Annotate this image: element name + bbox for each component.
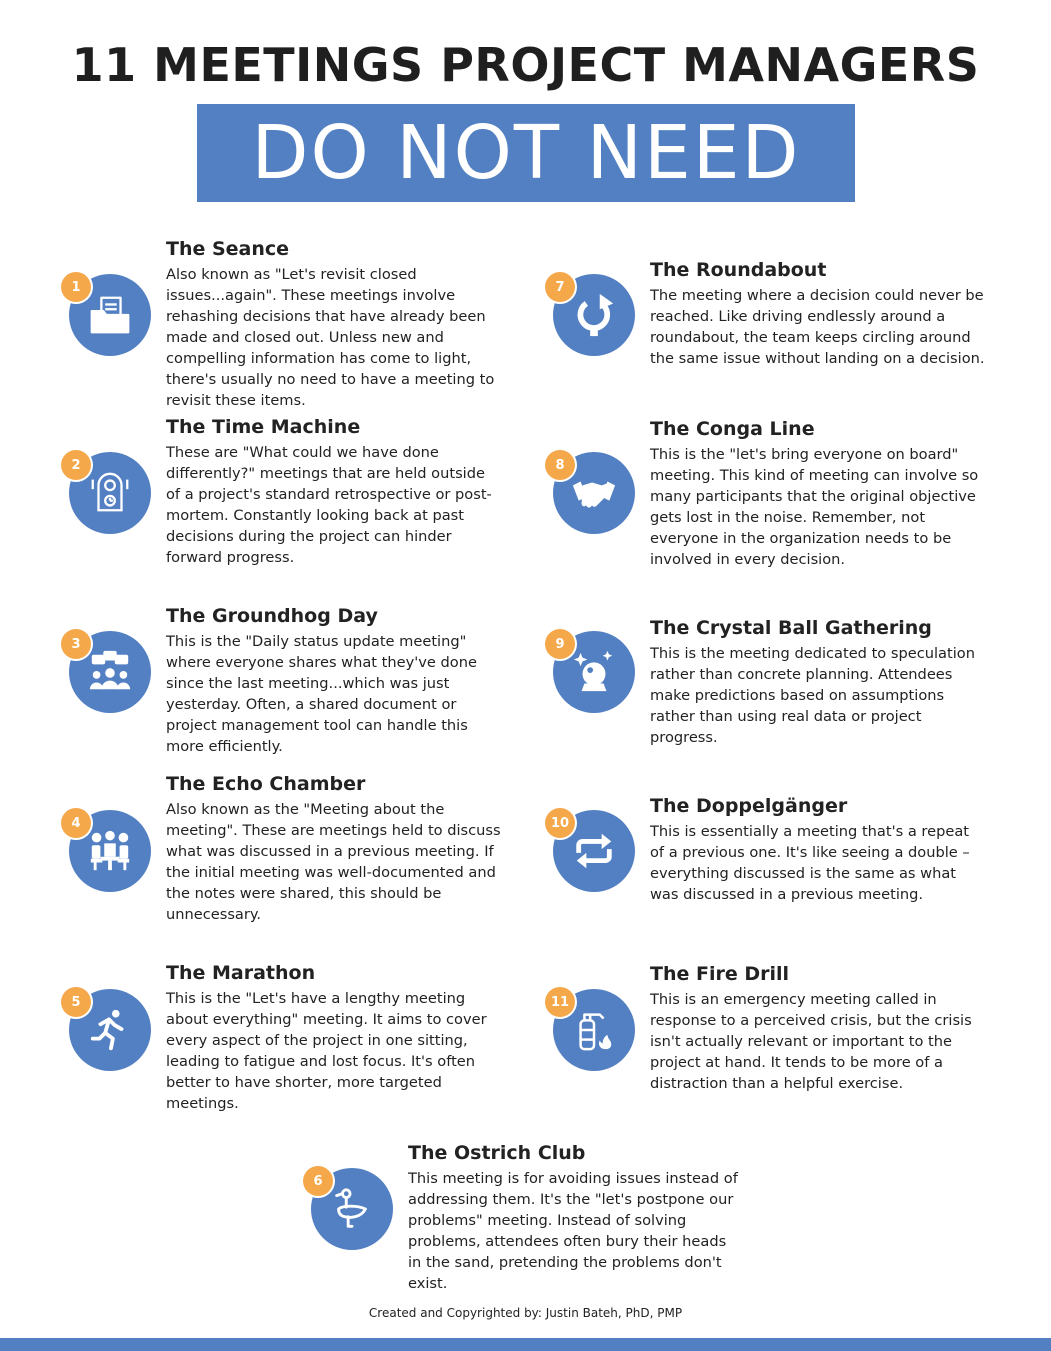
meeting-description: This is the meeting dedicated to speculation rather than concrete planning. Attendees make predictions based on assumptions rather than using real data or project progress. [650,645,975,746]
number-badge: 2 [61,450,91,480]
meeting-title: The Crystal Ball Gathering [650,617,932,639]
meeting-description: Also known as "Let's revisit closed issues...again". These meetings involve rehashing decisions that have already been made and closed out. Unless new and compelling information has come to light, there's usually no need to have a meeting to revisit these items. [166,266,495,409]
bottom-accent-bar [0,1338,1051,1351]
meeting-title: The Ostrich Club [408,1142,586,1164]
meeting-description: The meeting where a decision could never be reached. Like driving endlessly around a roundabout, the team keeps circling around the same issue without landing on a decision. [650,287,985,367]
number-badge: 1 [61,272,91,302]
meeting-description: These are "What could we have done differently?" meetings that are held outside of a project's standard retrospective or post-mortem. Constantly looking back at past decisions during the project can hinder forward progress. [166,444,492,566]
meeting-description: This is an emergency meeting called in response to a perceived crisis, but the crisis isn't actually relevant or important to the project at hand. It tends to be more of a distraction than a helpful exercise. [650,991,972,1092]
meeting-description: Also known as the "Meeting about the meeting". These are meetings held to discuss what was discussed in a previous meeting. If the initial meeting was well-documented and the notes were shared, this should be unnecessary. [166,801,501,923]
meeting-title: The Doppelgänger [650,795,848,817]
meeting-title: The Roundabout [650,259,827,281]
meeting-title: The Time Machine [166,416,361,438]
meeting-description: This is essentially a meeting that's a repeat of a previous one. It's like seeing a double – everything discussed is the same as what was discussed in a previous meeting. [650,823,970,903]
meeting-description: This meeting is for avoiding issues instead of addressing them. It's the "let's postpone our problems" meeting. Instead of solving problems, attendees often bury their heads in the sand, pretending the problems don't exist. [408,1170,738,1292]
number-badge: 8 [545,450,575,480]
title-banner [197,104,855,202]
meeting-title: The Seance [166,238,290,260]
meeting-description: This is the "Daily status update meeting" where everyone shares what they've done since the last meeting...which was just yesterday. Often, a shared document or project management tool can handle this more efficiently. [166,633,477,755]
copyright-footer: Created and Copyrighted by: Justin Bateh, PhD, PMP [368,1306,683,1320]
meeting-description: This is the "Let's have a lengthy meeting about everything" meeting. It aims to cover every aspect of the project in one sitting, leading to fatigue and lost focus. It's often better to have shorter, more targeted meetings. [166,990,487,1112]
number-badge: 9 [545,629,575,659]
number-badge: 10 [545,808,575,838]
banner-text: DO NOT NEED [251,110,801,196]
meeting-title: The Conga Line [650,418,815,440]
page-title: 11 MEETINGS PROJECT MANAGERS [71,38,980,92]
number-badge: 5 [61,987,91,1017]
number-badge: 4 [61,808,91,838]
meeting-title: The Echo Chamber [166,773,366,795]
meeting-description: This is the "let's bring everyone on board" meeting. This kind of meeting can involve so many participants that the original objective gets lost in the noise. Remember, not everyone in the organization needs to be involved in every decision. [650,446,979,568]
number-badge: 7 [545,272,575,302]
meeting-title: The Fire Drill [650,963,790,985]
meeting-title: The Marathon [166,962,316,984]
number-badge: 6 [303,1166,333,1196]
number-badge: 3 [61,629,91,659]
number-badge: 11 [545,987,575,1017]
meeting-title: The Groundhog Day [166,605,378,627]
